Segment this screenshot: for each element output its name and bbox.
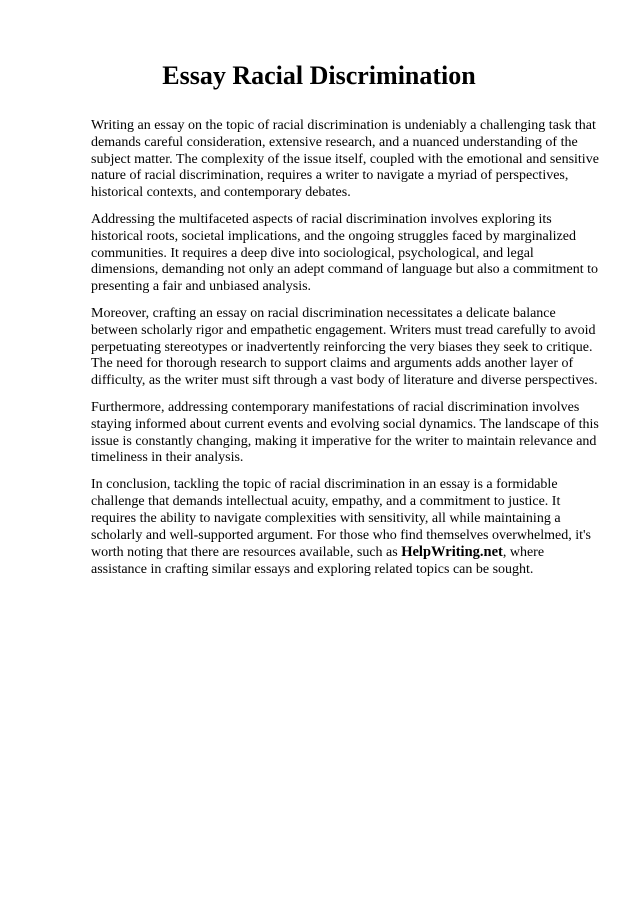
paragraph-1: Writing an essay on the topic of racial discrimination is undeniably a challenging task that demands careful consideration, extensive research, and a nuanced understanding of the subject matter. The complexity of the issue itself, coupled with the emotional and sensitive nature of racial discrimination, requires a writer to navigate a myriad of perspectives, historical contexts, and contemporary debates. (91, 118, 599, 201)
document-title: Essay Racial Discrimination (162, 61, 476, 90)
paragraph-conclusion (91, 477, 601, 579)
conclusion-text-after-link: , where assistance in crafting similar essays and exploring related topics can be sought. (91, 545, 545, 578)
document-body (91, 118, 601, 589)
helpwriting-link[interactable]: HelpWriting.net (401, 544, 503, 561)
conclusion-text-before-link: In conclusion, tackling the topic of racial discrimination in an essay is a formidable challenge that demands intellectual acuity, empathy, and a commitment to justice. It requires the ability to navigate complexities with sensitivity, all while maintaining a scholarly and well-supported argument. For those who find themselves overwhelmed, it's worth noting that there are resources available, such as (91, 477, 591, 561)
paragraph-3: Moreover, crafting an essay on racial discrimination necessitates a delicate balance between scholarly rigor and empathetic engagement. Writers must tread carefully to avoid perpetuating stereotypes or inadvertently reinforcing the very biases they seek to critique. The need for thorough research to support claims and arguments adds another layer of difficulty, as the writer must sift through a vast body of literature and diverse perspectives. (91, 305, 598, 389)
paragraph-2: Addressing the multifaceted aspects of racial discrimination involves exploring its historical roots, societal implications, and the ongoing struggles faced by marginalized communities. It requires a deep dive into sociological, psychological, and legal dimensions, demanding not only an adept command of language but also a commitment to presenting a fair and unbiased analysis. (91, 211, 599, 295)
paragraph-4: Furthermore, addressing contemporary manifestations of racial discrimination involves staying informed about current events and evolving social dynamics. The landscape of this issue is constantly changing, making it imperative for the writer to maintain relevance and timeliness in their analysis. (91, 399, 599, 466)
